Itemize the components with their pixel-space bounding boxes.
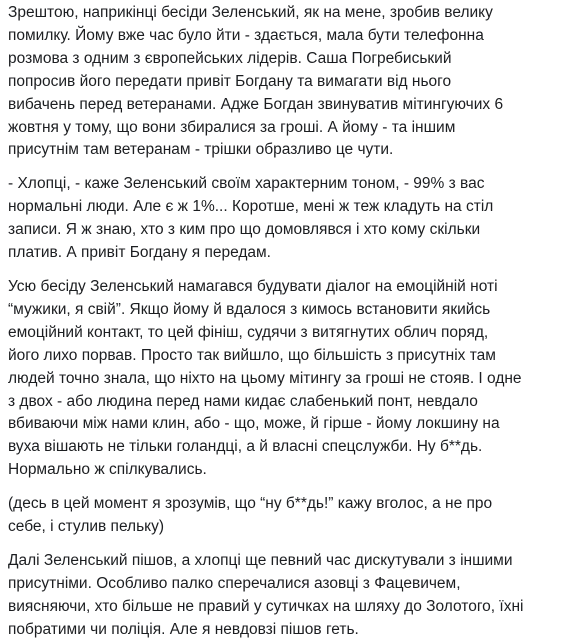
- text-line: попросив його передати привіт Богдану та вимагати від нього: [8, 72, 452, 90]
- paragraph-1: [8, 2, 564, 162]
- text-line: з двох - або людина перед нами кидає слабенький понт, невдало: [8, 392, 478, 410]
- text-line: платив. А привіт Богдану я передам.: [8, 244, 271, 262]
- text-line: помилку. Йому вже час було йти - здається, мала бути телефонна: [8, 26, 484, 44]
- text-line: (десь в цей момент я зрозумів, що “ну б**дь!” кажу вголос, а не про: [8, 495, 493, 513]
- paragraph-2: [8, 173, 564, 265]
- text-line: побратими чи поліція. Але я невдовзі пішов геть.: [8, 620, 359, 638]
- text-line: Далі Зеленський пішов, а хлопці ще певний час дискутували з іншими: [8, 551, 513, 569]
- text-line: “мужики, я свій”. Якщо йому й вдалося з кимось встановити якийсь: [8, 300, 491, 318]
- text-line: розмова з одним з європейських лідерів. Саша Погребиський: [8, 49, 452, 67]
- text-line: Усю бесіду Зеленський намагався будувати діалог на емоційній ноті: [8, 277, 498, 295]
- text-line: себе, і стулив пельку): [8, 518, 165, 536]
- text-line: Нормально ж спілкувались.: [8, 461, 207, 479]
- text-line: вибачень перед ветеранами. Адже Богдан звинуватив мітингуючих 6: [8, 95, 504, 113]
- paragraph-5: [8, 550, 564, 642]
- text-line: вуха вішають не тільки голандці, а й власні спецслужби. Ну б**дь.: [8, 438, 483, 456]
- text-line: жовтня у тому, що вони збиралися за гроші. А йому - та іншим: [8, 118, 456, 136]
- text-line: емоційний контакт, то цей фініш, судячи з витягнутих облич поряд,: [8, 323, 489, 341]
- text-line: присутніми. Особливо палко сперечалися азовці з Фацевичем,: [8, 574, 461, 592]
- text-line: Зрештою, наприкінці бесіди Зеленський, як на мене, зробив велику: [8, 4, 493, 21]
- text-line: виясняючи, хто більше не правий у сутичках на шляху до Золотого, їхні: [8, 597, 524, 615]
- paragraph-3: [8, 276, 564, 482]
- text-line: його лихо порвав. Просто так вийшло, що більшість з присутніх там: [8, 346, 496, 364]
- text-line: вбиваючи між нами клин, або - що, може, й гірше - йому локшину на: [8, 415, 500, 433]
- paragraph-4: [8, 493, 564, 539]
- text-line: людей точно знала, що ніхто на цьому мітингу за гроші не стояв. І одне: [8, 369, 522, 387]
- text-line: присутнім там ветеранам - трішки образливо це чути.: [8, 141, 394, 159]
- text-line: нормальні люди. Але є ж 1%... Коротше, мені ж теж кладуть на стіл: [8, 198, 494, 216]
- text-line: записи. Я ж знаю, хто з ким про що домовлявся і хто кому скільки: [8, 221, 481, 239]
- text-line: - Хлопці, - каже Зеленський своїм характерним тоном, - 99% з вас: [8, 175, 485, 193]
